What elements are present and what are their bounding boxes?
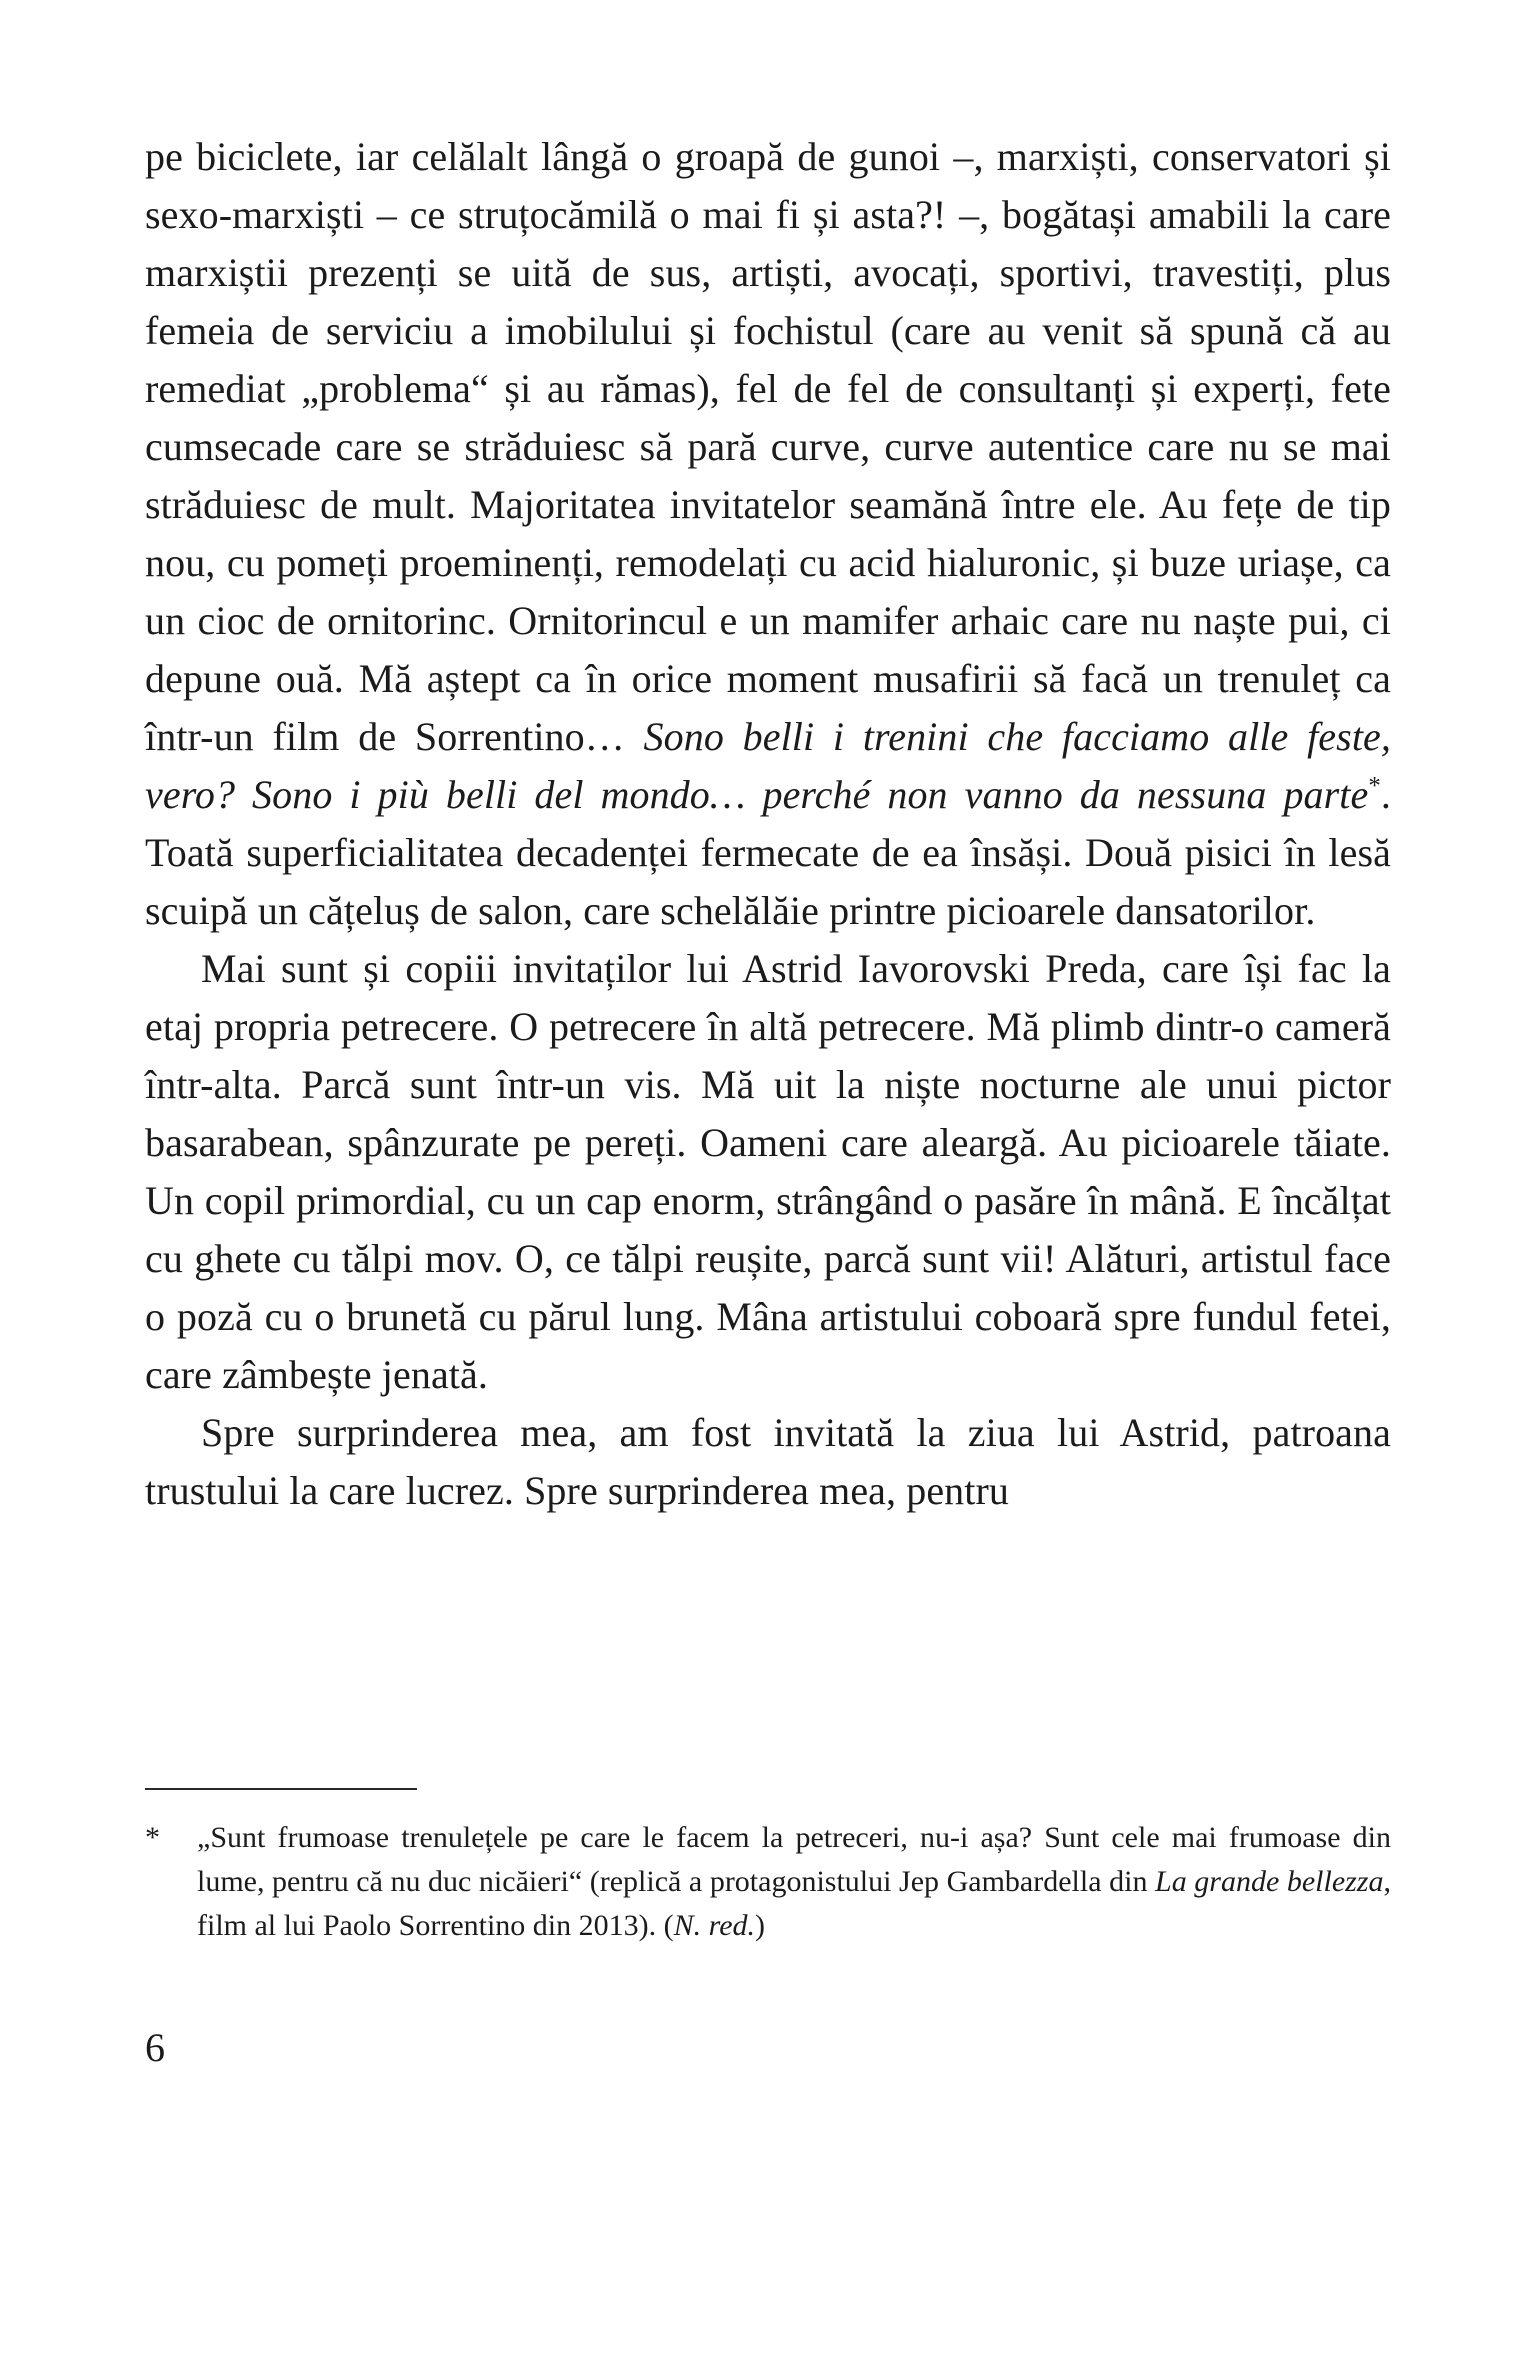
text-run-italic: La grande bellezza — [1155, 1865, 1384, 1898]
footnote-reference-asterisk: * — [1368, 772, 1381, 800]
footnote-block — [145, 1788, 1391, 1948]
footnote-text — [197, 1821, 1391, 1942]
footnote-separator-rule — [145, 1788, 417, 1790]
page-body — [145, 128, 1391, 1520]
paragraph-1 — [145, 128, 1391, 940]
footnote — [145, 1816, 1391, 1948]
paragraph-3 — [145, 1404, 1391, 1520]
page-number: 6 — [145, 2025, 165, 2070]
text-run: „Sunt frumoase trenulețele pe care le facem la petreceri, nu-i așa? Sunt cele mai frumoase din lume, pentru că nu duc nicăieri“ (replică a protagonistului Jep Gambardella din — [197, 1821, 1391, 1898]
text-run: Spre surprinderea mea, am fost invitată la ziua lui Astrid, patroana trustului la care lucrez. Spre surprinderea mea, pentru — [145, 1410, 1391, 1513]
text-run: Mai sunt și copiii invitaților lui Astrid Iavorovski Preda, care își fac la etaj propria petrecere. O petrecere în altă petrecere. Mă plimb dintr-o cameră într-alta. Parcă sunt într-un vis. Mă uit la niște nocturne ale unui pictor basarabean, spânzurate pe pereți. Oameni care aleargă. Au picioarele tăiate. Un copil primordial, cu un cap enorm, strângând o pasăre în mână. E încălțat cu ghete cu tălpi mov. O, ce tălpi reușite, parcă sunt vii! Alături, artistul face o poză cu o brunetă cu părul lung. Mâna artistului coboară spre fundul fetei, care zâmbește jenată. — [145, 946, 1391, 1397]
text-run: pe biciclete, iar celălalt lângă o groapă de gunoi –, marxiști, conservatori și sexo-marxiști – ce struțocămilă o mai fi și asta?! –, bogătași amabili la care marxiștii prezenți se uită de sus, artiști, avocați, sportivi, travestiți, plus femeia de serviciu a imobilului și fochistul (care au venit să spună că au remediat „problema“ și au rămas), fel de fel de consultanți și experți, fete cumsecade care se străduiesc să pară curve, curve autentice care nu se mai străduiesc de mult. Majoritatea invitatelor seamănă între ele. Au fețe de tip nou, cu pomeți proeminenți, remodelați cu acid hialuronic, și buze uriașe, ca un cioc de ornitorinc. Ornitorincul e un mamifer arhaic care nu naște pui, ci depune ouă. Mă aștept ca în orice moment musafirii să facă un trenuleț ca într-un film de Sorrentino… — [145, 134, 1391, 759]
text-run: ) — [755, 1909, 766, 1942]
text-run-italic: Sono belli i trenini che facciamo alle feste, vero? Sono i più belli del mondo… perché non vanno da nessuna parte — [145, 714, 1391, 817]
footnote-marker: * — [145, 1821, 160, 1854]
text-run: . Toată superficialitatea decadenței fermecate de ea însăși. Două pisici în lesă scuipă un cățeluș de salon, care schelălăie printre picioarele dansatorilor. — [145, 772, 1391, 933]
paragraph-2 — [145, 940, 1391, 1404]
text-run-italic: N. red. — [673, 1909, 756, 1942]
text-run: , film al lui Paolo Sorrentino din 2013). ( — [197, 1865, 1391, 1942]
